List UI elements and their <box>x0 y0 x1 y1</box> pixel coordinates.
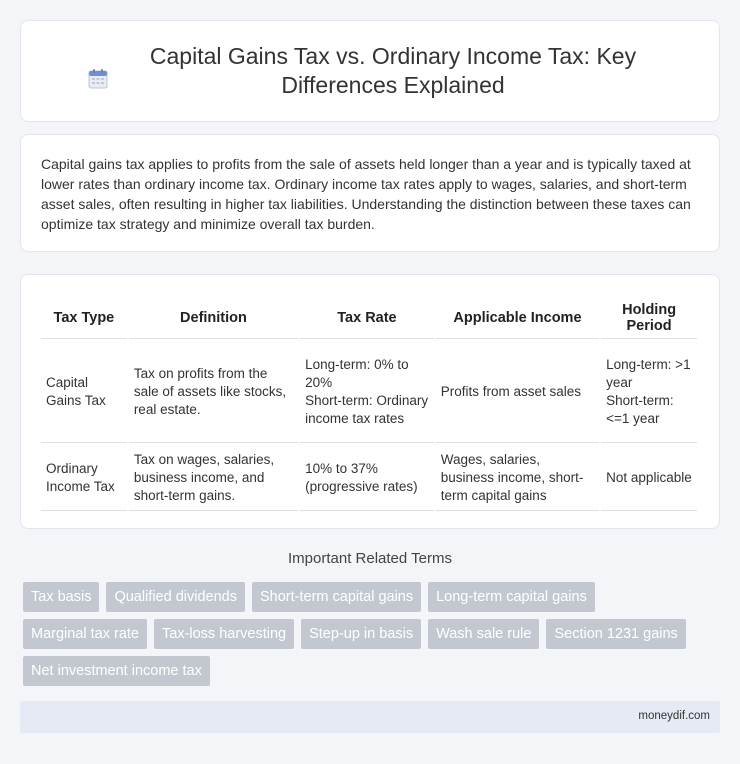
table-row <box>41 445 697 511</box>
table-cell: Ordinary Income Tax <box>41 445 127 511</box>
related-term-tag[interactable]: Step-up in basis <box>301 619 421 649</box>
comparison-table-card <box>20 274 720 529</box>
column-header: Holding Period <box>601 297 697 339</box>
table-cell: 10% to 37% (progressive rates) <box>300 445 434 511</box>
table-row <box>41 341 697 443</box>
related-terms-list <box>23 582 703 686</box>
table-cell: Wages, salaries, business income, short-term capital gains <box>436 445 599 511</box>
column-header: Tax Type <box>41 297 127 339</box>
related-term-tag[interactable]: Net investment income tax <box>23 656 210 686</box>
intro-card <box>20 134 720 252</box>
related-term-tag[interactable]: Wash sale rule <box>428 619 539 649</box>
column-header: Applicable Income <box>436 297 599 339</box>
related-term-tag[interactable]: Marginal tax rate <box>23 619 147 649</box>
title-wrap <box>60 42 680 100</box>
related-term-tag[interactable]: Short-term capital gains <box>252 582 421 612</box>
table-cell: Capital Gains Tax <box>41 341 127 443</box>
table-cell: Profits from asset sales <box>436 341 599 443</box>
column-header: Definition <box>129 297 298 339</box>
related-term-tag[interactable]: Section 1231 gains <box>546 619 685 649</box>
related-term-tag[interactable]: Long-term capital gains <box>428 582 595 612</box>
related-terms-title: Important Related Terms <box>288 550 452 567</box>
table-cell: Tax on wages, salaries, business income, and short-term gains. <box>129 445 298 511</box>
comparison-table <box>39 295 699 513</box>
table-cell: Long-term: >1 year Short-term: <=1 year <box>601 341 697 443</box>
table-cell: Not applicable <box>601 445 697 511</box>
table-cell: Long-term: 0% to 20% Short-term: Ordinary income tax rates <box>300 341 434 443</box>
related-term-tag[interactable]: Tax-loss harvesting <box>154 619 294 649</box>
table-cell: Tax on profits from the sale of assets like stocks, real estate. <box>129 341 298 443</box>
footer <box>20 701 720 733</box>
table-header-row <box>41 297 697 339</box>
calendar-icon <box>87 68 109 90</box>
column-header: Tax Rate <box>300 297 434 339</box>
related-term-tag[interactable]: Tax basis <box>23 582 99 612</box>
footer-site[interactable]: moneydif.com <box>638 710 710 722</box>
intro-paragraph: Capital gains tax applies to profits from the sale of assets held longer than a year and is typically taxed at lower rates than ordinary income tax. Ordinary income tax rates apply to wages, salaries, and short-term asset sales, often resulting in higher tax liabilities. Understanding the distinction between these taxes can optimize tax strategy and minimize overall tax burden. <box>41 156 691 232</box>
header-card <box>20 20 720 122</box>
page-title: Capital Gains Tax vs. Ordinary Income Tax: Key Differences Explained <box>149 43 637 98</box>
related-term-tag[interactable]: Qualified dividends <box>106 582 245 612</box>
